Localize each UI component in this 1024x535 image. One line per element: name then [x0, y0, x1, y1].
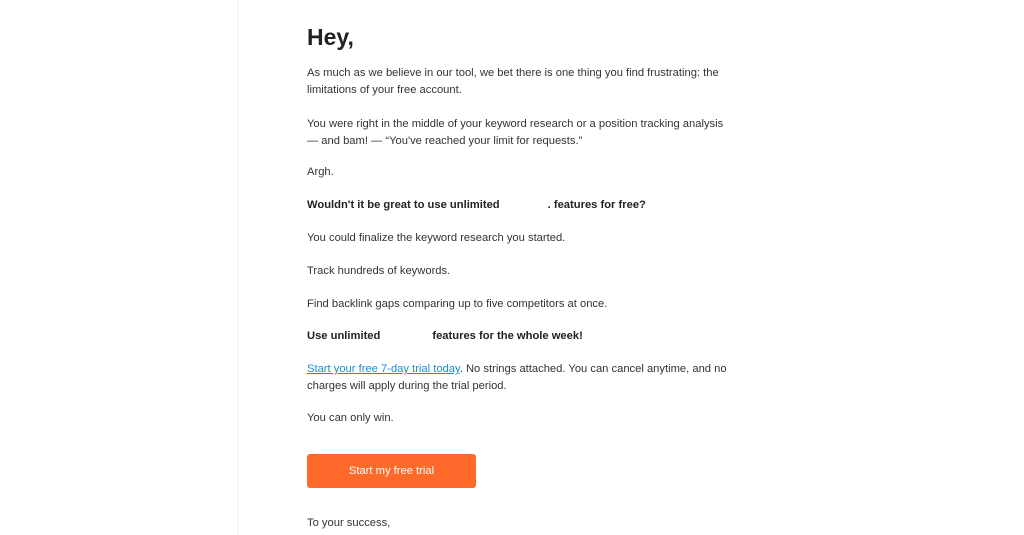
- paragraph-intro: As much as we believe in our tool, we bet there is one thing you find frustrating: the limitations of your free account.: [307, 67, 719, 96]
- redacted-brand: [500, 197, 548, 214]
- signoff-text: To your success,: [307, 517, 391, 529]
- paragraph-track: Track hundreds of keywords.: [307, 265, 451, 277]
- paragraph-question: [307, 197, 727, 214]
- paragraph-trial: [307, 361, 727, 395]
- paragraph-argh: Argh.: [307, 166, 334, 178]
- email-greeting: Hey,: [307, 24, 354, 50]
- start-free-trial-button[interactable]: Start my free trial: [307, 454, 476, 488]
- unlimited-text-start: Use unlimited: [307, 330, 381, 342]
- paragraph-limit: You were right in the middle of your keyword research or a position tracking analysis — and bam! — “You've reached your limit for requests.”: [307, 118, 724, 147]
- paragraph-finalize: You could finalize the keyword research you started.: [307, 232, 566, 244]
- question-text-end: . features for free?: [547, 199, 646, 211]
- paragraph-backlinks: Find backlink gaps comparing up to five competitors at once.: [307, 298, 608, 310]
- question-text-start: Wouldn't it be great to use unlimited: [307, 199, 500, 211]
- unlimited-text-end: features for the whole week!: [432, 330, 583, 342]
- paragraph-win: You can only win.: [307, 412, 394, 424]
- trial-details-text: . No strings attached. You can cancel anytime, and no charges will apply during the trial period.: [307, 363, 727, 392]
- redacted-brand: [380, 328, 432, 345]
- paragraph-unlimited: [307, 328, 727, 345]
- start-trial-link[interactable]: Start your free 7-day trial today: [307, 363, 460, 375]
